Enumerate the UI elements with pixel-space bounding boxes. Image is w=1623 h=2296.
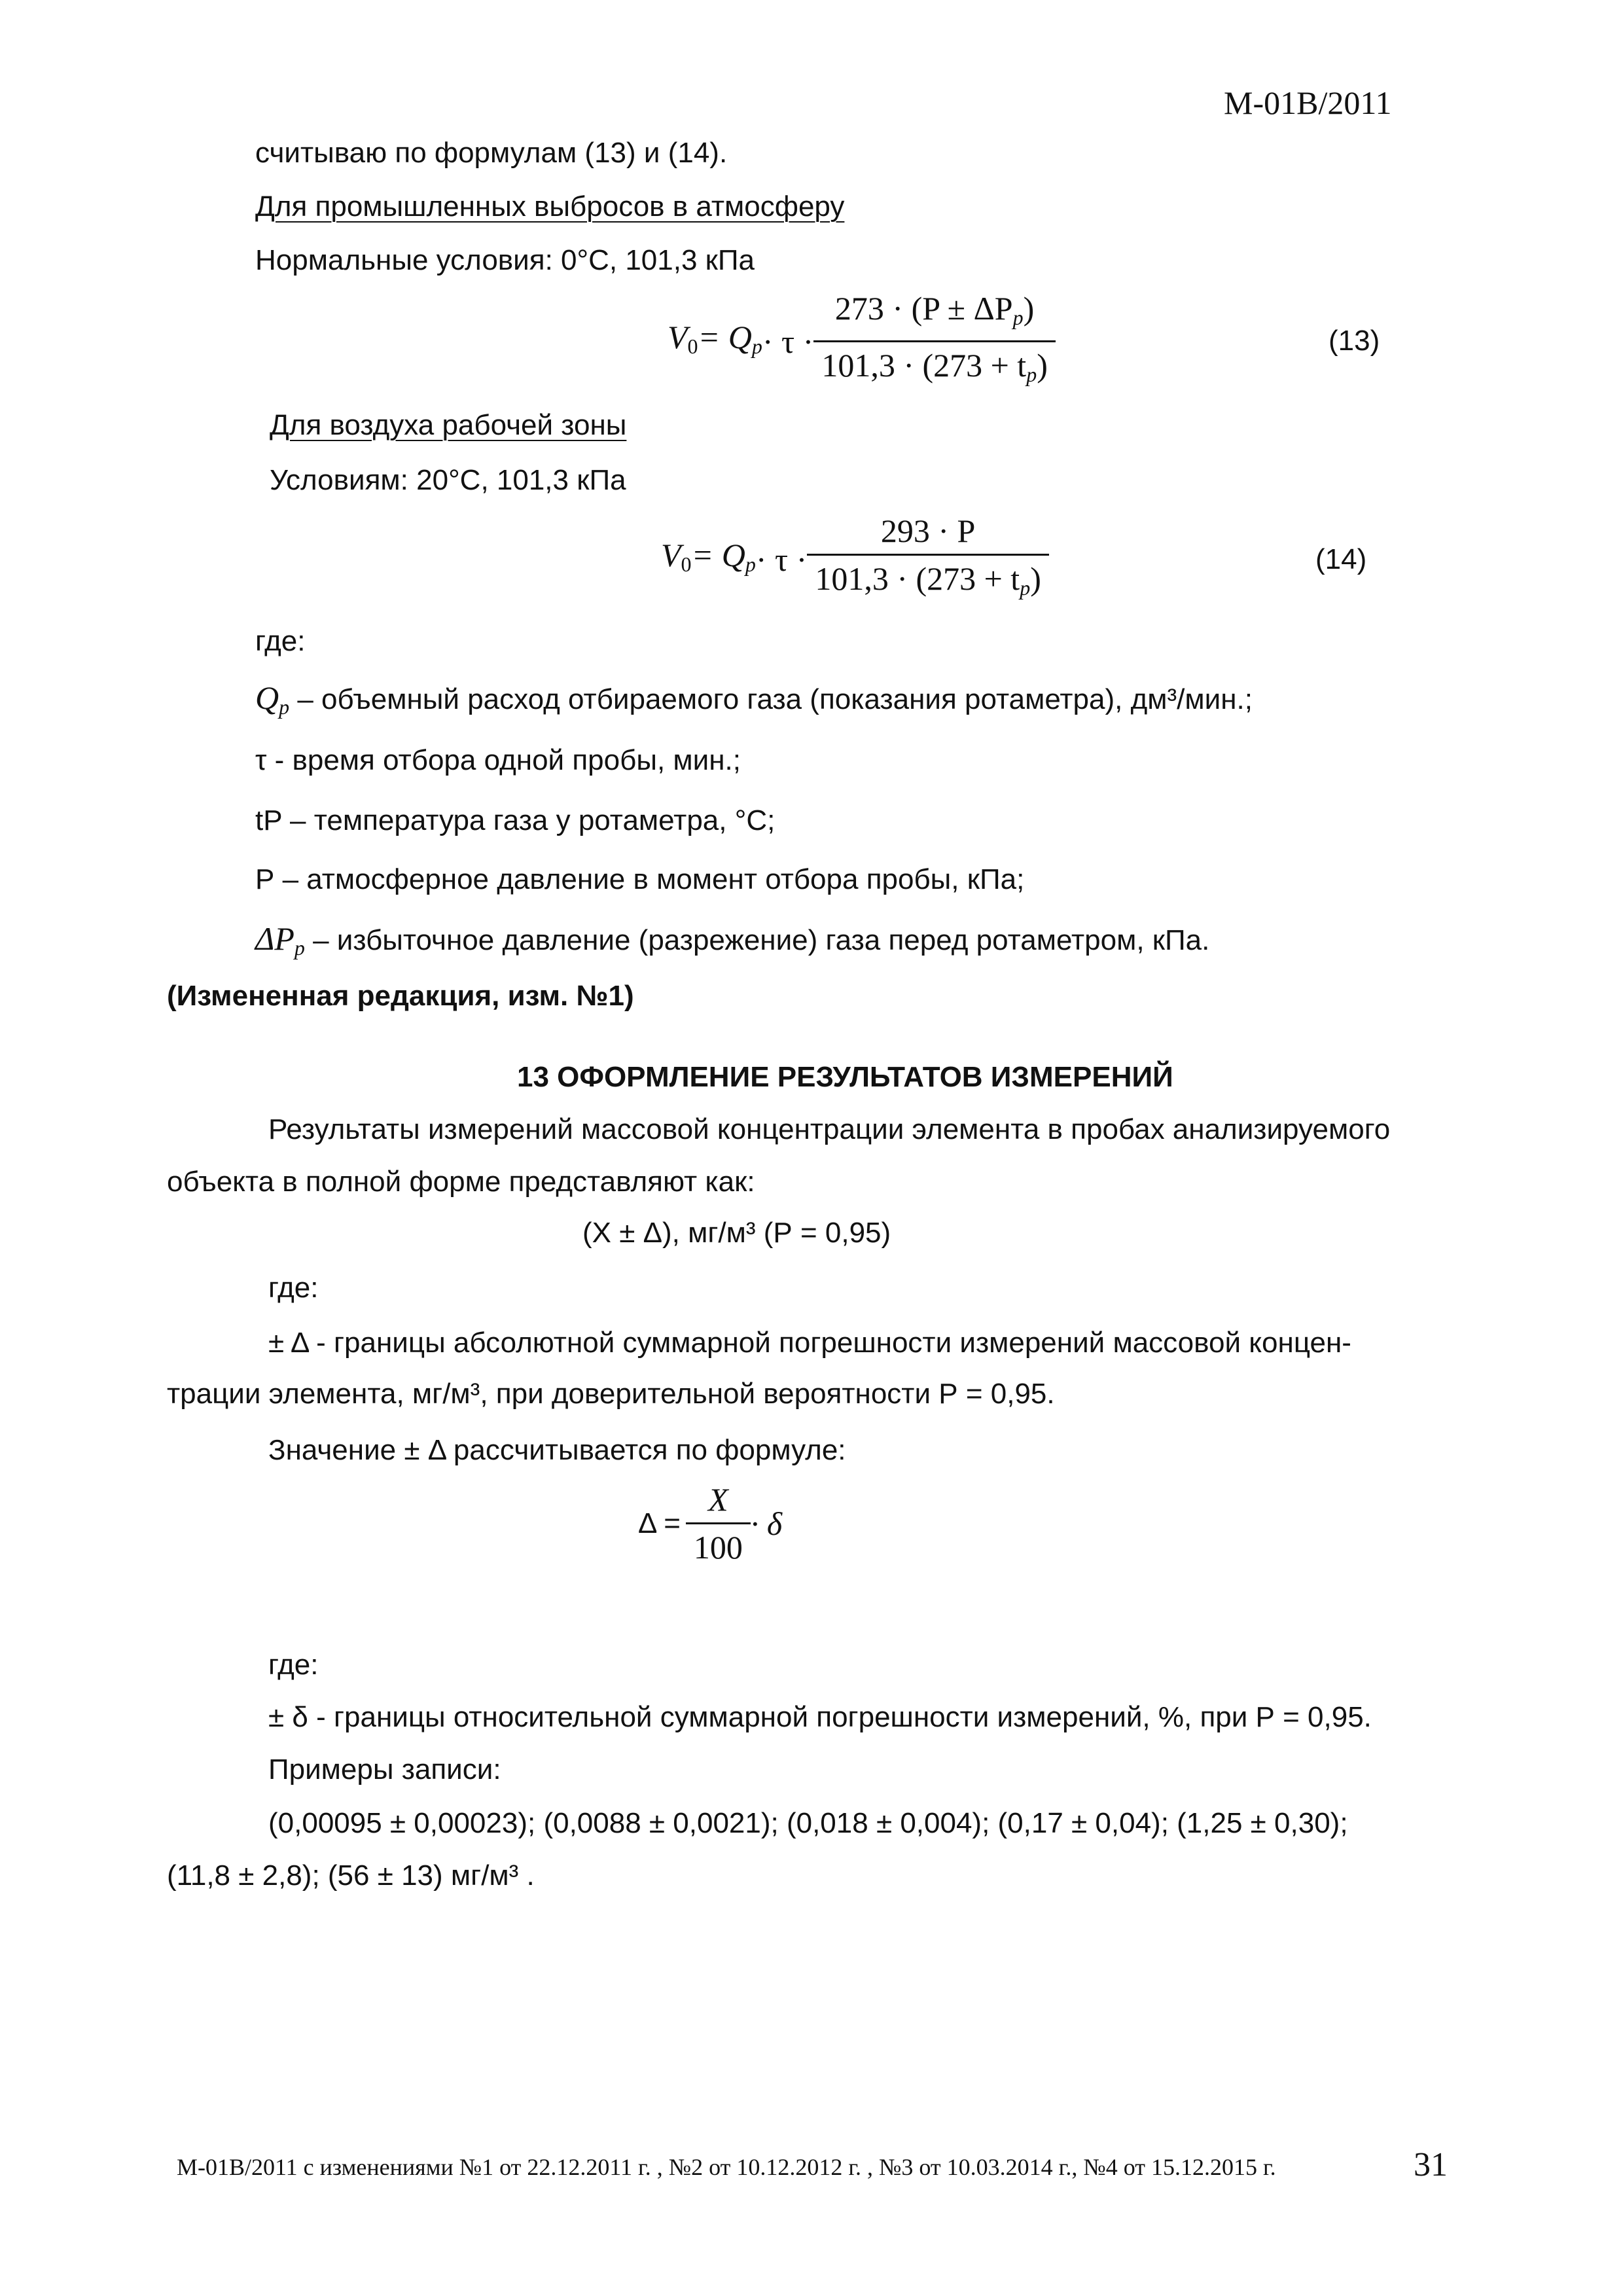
definition-tau: τ - время отбора одной пробы, мин.;: [255, 744, 741, 776]
sigma-definition: ± δ - границы относительной суммарной погрешности измерений, %, при Р = 0,95.: [268, 1701, 1372, 1733]
document-code: М-01В/2011: [1224, 84, 1392, 121]
formula-14-fraction: $\frac{293 \cdot P}{101,3 \cdot (273 + t_p)}$: [807, 512, 1049, 607]
normal-conditions: Нормальные условия: 0°С, 101,3 кПа: [255, 244, 755, 276]
formula-13: $V_0$ = $Q_p$ · τ · $\frac{273 \cdot (P \pm \Delta P_p)}{101,3 \cdot (273 + t_p)}$: [668, 289, 1056, 393]
industrial-heading: Для промышленных выбросов в атмосферу: [255, 190, 845, 223]
definition-p: Р – атмосферное давление в момент отбора пробы, кПа;: [255, 863, 1025, 895]
footer-note: М-01В/2011 с изменениями №1 от 22.12.2011 г. , №2 от 10.12.2012 г. , №3 от 10.03.2014 г., №4 от 15.12.2015 г.: [177, 2154, 1276, 2180]
workzone-conditions: Условиям: 20°С, 101,3 кПа: [270, 464, 626, 496]
definition-qp: $Q_p$ – объемный расход отбираемого газа (показания ротаметра), дм³/мин.;: [255, 679, 1253, 719]
examples-line-1: (0,00095 ± 0,00023); (0,0088 ± 0,0021); (0,018 ± 0,004); (0,17 ± 0,04); (1,25 ± 0,30);: [268, 1807, 1348, 1839]
result-form: (Х ± Δ), мг/м³ (Р = 0,95): [582, 1217, 891, 1249]
where-label-2: где:: [268, 1272, 319, 1304]
delta-formula: Δ = $\frac{X}{100}$ · δ: [638, 1481, 783, 1566]
formula-13-number: (13): [1329, 325, 1380, 357]
intro-line: считываю по формулам (13) и (14).: [255, 137, 728, 169]
delta-fraction: $\frac{X}{100}$: [686, 1480, 751, 1566]
formula-14: $V_0$ = $Q_p$ · τ · $\frac{293 \cdot P}{101,3 \cdot (273 + t_p)}$: [661, 512, 1049, 607]
delta-calc-line: Значение ± Δ рассчитывается по формуле:: [268, 1434, 846, 1466]
section-title: 13 ОФОРМЛЕНИЕ РЕЗУЛЬТАТОВ ИЗМЕРЕНИЙ: [517, 1061, 1173, 1093]
formula-14-number: (14): [1315, 543, 1367, 575]
workzone-heading: Для воздуха рабочей зоны: [270, 409, 627, 441]
paragraph-1-line-1: Результаты измерений массовой концентрации элемента в пробах анализируемого: [268, 1113, 1391, 1145]
where-label-1: где:: [255, 625, 306, 657]
page-number: 31: [1414, 2146, 1448, 2183]
definition-tp: tP – температура газа у ротаметра, °С;: [255, 804, 776, 836]
examples-label: Примеры записи:: [268, 1753, 501, 1785]
where-label-3: где:: [268, 1649, 319, 1681]
definition-dp: $\Delta P_p$ – избыточное давление (разрежение) газа перед ротаметром, кПа.: [255, 920, 1210, 960]
paragraph-1-line-2: объекта в полной форме представляют как:: [167, 1166, 755, 1198]
amended-note: (Измененная редакция, изм. №1): [167, 980, 634, 1012]
examples-line-2: (11,8 ± 2,8); (56 ± 13) мг/м³ .: [167, 1859, 535, 1892]
delta-definition-line-2: трации элемента, мг/м³, при доверительной вероятности Р = 0,95.: [167, 1378, 1055, 1410]
formula-13-fraction: $\frac{273 \cdot (P \pm \Delta P_p)}{101,3 \cdot (273 + t_p)}$: [813, 289, 1056, 393]
delta-definition-line-1: ± Δ - границы абсолютной суммарной погрешности измерений массовой концен-: [268, 1327, 1351, 1359]
